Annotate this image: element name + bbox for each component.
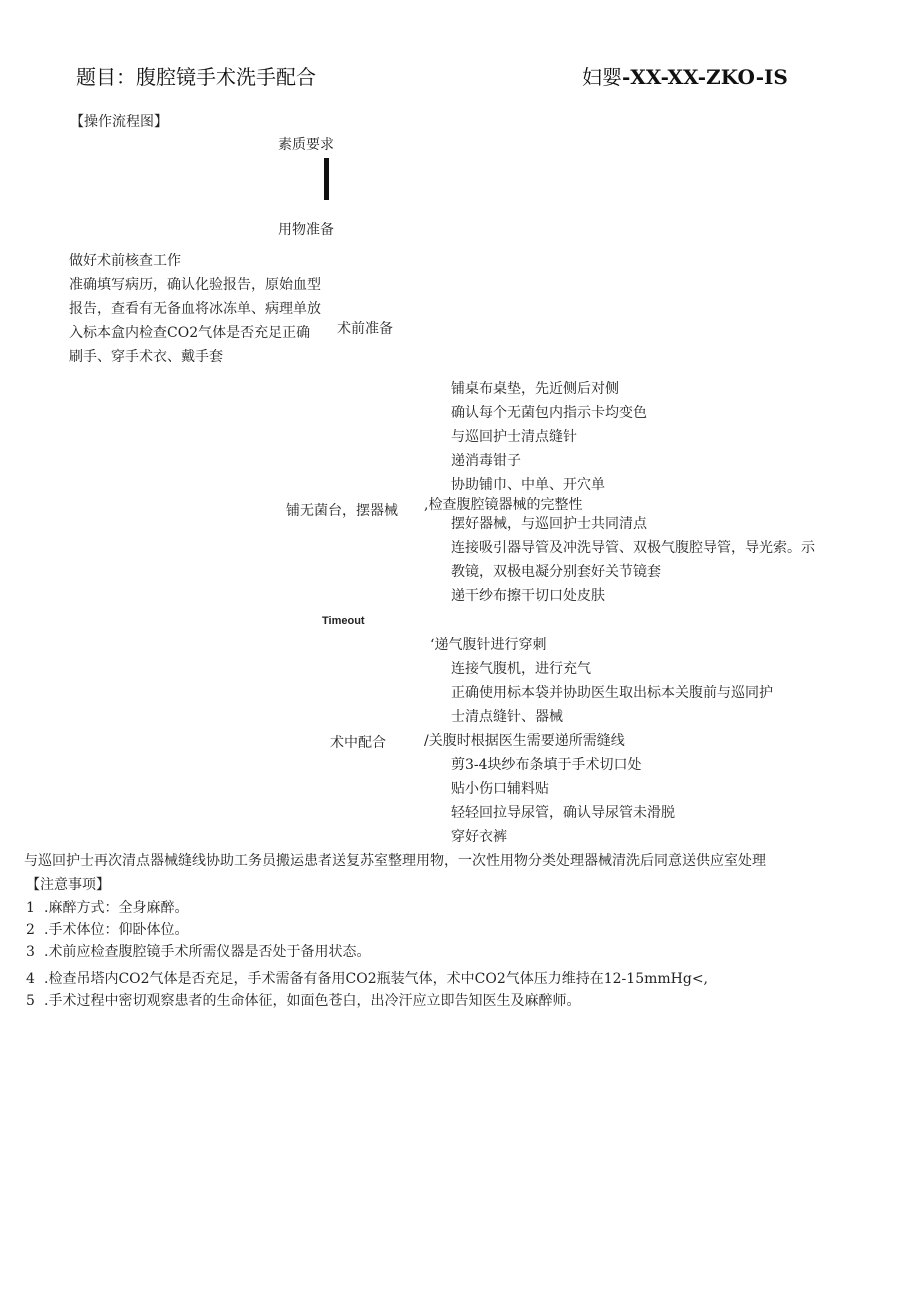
table-line: 连接吸引器导管及冲洗导管、双极气腹腔导管，导光索。示 <box>451 540 815 556</box>
step-supplies: 用物准备 <box>278 222 334 238</box>
table-line: 教镜，双极电凝分别套好关节镜套 <box>451 564 661 580</box>
step-preop: 术前准备 <box>337 321 393 337</box>
intraop-line: 正确使用标本袋并协助医生取出标本关腹前与巡同护 <box>451 685 773 701</box>
table-line: 确认每个无菌包内指示卡均变色 <box>451 405 647 421</box>
note-number: 4 <box>26 971 35 987</box>
preop-line: 刷手、穿手术衣、戴手套 <box>69 349 223 365</box>
preop-line: 入标本盒内检查CO2气体是否充足正确 <box>69 325 311 341</box>
intraop-line: 贴小伤口辅料贴 <box>451 781 549 797</box>
note-text: .检查吊塔内CO2气体是否充足，手术需备有备用CO2瓶装气体，术中CO2气体压力维持在12-15mmHg<, <box>44 971 708 987</box>
table-line: 与巡回护士清点缝针 <box>451 429 577 445</box>
note-number: 1 <box>26 900 35 916</box>
step-quality: 素质要求 <box>278 137 334 153</box>
intraop-line: 轻轻回拉导尿管，确认导尿管未滑脱 <box>451 805 675 821</box>
table-line: 铺桌布桌垫，先近侧后对侧 <box>451 381 619 397</box>
notes-heading: 【注意事项】 <box>26 877 110 893</box>
intraop-line: 剪3-4块纱布条填于手术切口处 <box>451 757 642 773</box>
step-timeout: Timeout <box>322 615 365 627</box>
document-code-main: -XX-XX-ZKO-IS <box>622 65 788 89</box>
step-intraop: 术中配合 <box>330 735 386 751</box>
flow-heading: 【操作流程图】 <box>70 114 168 130</box>
intraop-line: /关腹时根据医生需要递所需缝线 <box>424 733 625 749</box>
table-line: 递干纱布擦干切口处皮肤 <box>451 588 605 604</box>
table-line: ,检查腹腔镜器械的完整性 <box>424 497 583 513</box>
step-table: 铺无菌台，摆器械 <box>286 503 398 519</box>
note-text: .手术过程中密切观察患者的生命体征，如面色苍白，出冷汗应立即告知医生及麻醉师。 <box>44 993 581 1009</box>
intraop-line: 士清点缝针、器械 <box>451 709 563 725</box>
document-code-prefix: 妇婴 <box>582 65 622 89</box>
note-text: .麻醉方式：全身麻醉。 <box>44 900 189 916</box>
note-text: .术前应检查腹腔镜手术所需仪器是否处于备用状态。 <box>44 944 371 960</box>
flow-connector <box>324 158 329 200</box>
preop-line: 做好术前核查工作 <box>69 253 181 269</box>
intraop-line: ‘递气腹针进行穿刺 <box>430 637 547 653</box>
table-line: 摆好器械，与巡回护士共同清点 <box>451 516 647 532</box>
table-line: 递消毒钳子 <box>451 453 521 469</box>
preop-line: 报告，查看有无备血将冰冻单、病理单放 <box>69 301 321 317</box>
preop-line: 准确填写病历，确认化验报告，原始血型 <box>69 277 321 293</box>
note-text: .手术体位：仰卧体位。 <box>44 922 189 938</box>
document-code <box>582 64 788 90</box>
note-number: 5 <box>26 993 35 1009</box>
note-number: 3 <box>26 944 35 960</box>
document-title: 题目：腹腔镜手术洗手配合 <box>76 65 316 89</box>
intraop-line: 穿好衣裤 <box>451 829 507 845</box>
closing-line: 与巡回护士再次清点器械缝线协助工务员搬运患者送复苏室整理用物，一次性用物分类处理器械清洗后同意送供应室处理 <box>24 853 766 869</box>
table-line: 协助铺巾、中单、开穴单 <box>451 477 605 493</box>
intraop-line: 连接气腹机，进行充气 <box>451 661 591 677</box>
note-number: 2 <box>26 922 35 938</box>
